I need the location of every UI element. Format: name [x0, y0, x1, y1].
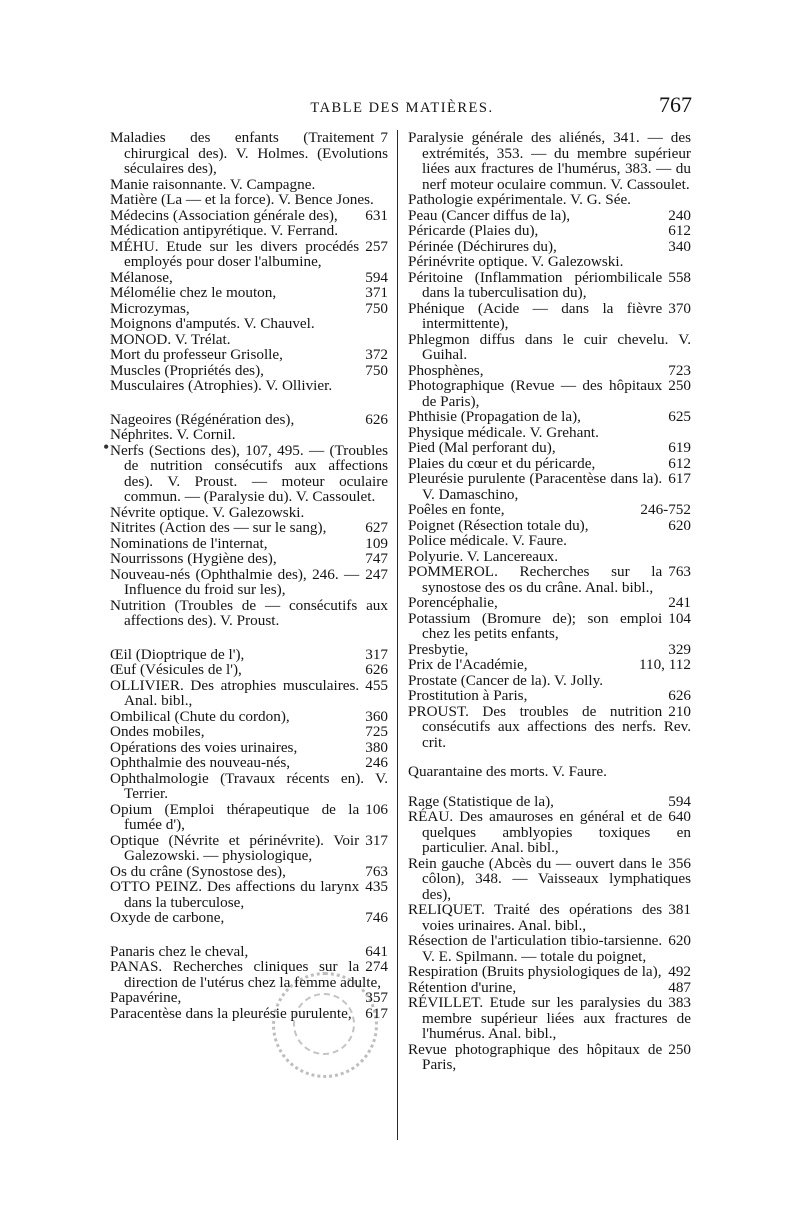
entry-text: Périnée (Déchirures du),: [408, 237, 557, 255]
entry-text: Périnévrite optique. V. Galezowski.: [408, 253, 624, 270]
index-entry: [408, 657, 691, 673]
index-entry: [110, 755, 388, 771]
entry-text: Paralysie générale des aliénés, 341. — des extrémités, 353. — du membre supérieur liées aux fractures de l'humérus, 383. — du nerf moteur oculaire commun. V. Cassoulet.: [408, 129, 691, 193]
page-ref: 594: [365, 268, 388, 286]
entry-text: Ophthalmie des nouveau-nés,: [110, 754, 291, 771]
index-entry: [408, 764, 691, 780]
index-entry: [408, 471, 691, 502]
index-entry: [110, 598, 388, 629]
section-gap: [110, 394, 388, 412]
index-entry: [408, 301, 691, 332]
page-ref: 627: [365, 519, 388, 536]
page-ref: 380: [365, 738, 388, 756]
page-ref: 106: [365, 800, 388, 818]
index-entry: [110, 520, 388, 536]
page-ref: 435: [365, 878, 388, 895]
index-entry: [408, 239, 691, 255]
entry-text: Résection de l'articulation tibio-tarsienne. V. E. Spilmann. — totale du poignet,: [408, 932, 663, 965]
entry-text: Os du crâne (Synostose des),: [110, 862, 286, 880]
entry-text: Phthisie (Propagation de la),: [408, 408, 581, 425]
entry-text: Matière (La — et la force). V. Bence Jones.: [110, 191, 374, 208]
page-ref: 247: [365, 565, 388, 583]
index-entry: [110, 505, 388, 521]
page-ref: 617: [668, 470, 691, 487]
index-entry: [408, 208, 691, 224]
section-gap: [110, 926, 388, 944]
entry-text: Pied (Mal perforant du),: [408, 439, 556, 456]
index-entry: [408, 688, 691, 704]
entry-text: RELIQUET. Traité des opérations des voies urinaires. Anal. bibl.,: [408, 901, 663, 934]
entry-text: Phénique (Acide — dans la fièvre intermittente),: [408, 299, 663, 332]
page-ref: 750: [365, 299, 388, 317]
page-ref: 558: [668, 268, 691, 286]
entry-text: Oxyde de carbone,: [110, 909, 225, 926]
page-ref: 625: [668, 408, 691, 425]
entry-text: Médication antipyrétique. V. Ferrand.: [110, 222, 339, 239]
entry-text: Physique médicale. V. Grehant.: [408, 423, 599, 441]
entry-text: Moignons d'amputés. V. Chauvel.: [110, 315, 315, 332]
page-ref: 240: [668, 206, 691, 224]
page-number: 767: [659, 92, 692, 117]
page-ref: 370: [668, 299, 691, 317]
page-ref: 210: [668, 702, 691, 720]
index-entry: [110, 567, 388, 598]
entry-text: Microzymas,: [110, 299, 190, 317]
page-ref: 492: [668, 963, 691, 980]
page-ref: 750: [365, 361, 388, 379]
page-ref: 746: [365, 909, 388, 926]
index-entry: [110, 536, 388, 552]
entry-text: POMMEROL. Recherches sur la synostose des os du crâne. Anal. bibl.,: [408, 563, 663, 596]
entry-text: PROUST. Des troubles de nutrition consécutifs aux affections des nerfs. Rev. crit.: [408, 702, 691, 751]
page-ref: 274: [365, 958, 388, 975]
page-ref: 241: [668, 594, 691, 611]
index-entry: [110, 316, 388, 332]
index-entry: [110, 740, 388, 756]
index-entry: [408, 809, 691, 856]
index-entry: [408, 502, 691, 518]
entry-text: Ophthalmologie (Travaux récents en). V. Terrier.: [110, 769, 388, 802]
page-ref: 250: [668, 1040, 691, 1058]
page-ref: 620: [668, 932, 691, 949]
page-ref: 612: [668, 454, 691, 472]
entry-text: Maladies des enfants (Traitement chirurgical des). V. Holmes. (Evolutions séculaires des),: [110, 129, 388, 177]
entry-text: Opérations des voies urinaires,: [110, 738, 298, 756]
index-entry: [408, 130, 691, 192]
entry-text: Nutrition (Troubles de — consécutifs aux affections des). V. Proust.: [110, 596, 388, 629]
page-ref: 110, 112: [638, 656, 691, 673]
page-ref: 250: [668, 377, 691, 394]
right-column: [408, 130, 691, 1073]
page-ref: 487: [668, 978, 691, 996]
index-entry: [110, 130, 388, 177]
index-entry: [110, 944, 388, 960]
page-ref: 371: [365, 284, 388, 301]
entry-text: Péricarde (Plaies du),: [408, 222, 539, 239]
page-ref: 383: [668, 994, 691, 1011]
index-entry: [408, 1042, 691, 1073]
page-ref: 317: [365, 831, 388, 849]
index-entry: [110, 427, 388, 443]
entry-text: RÉAU. Des amauroses en général et de quelques amblyopies toxiques en particulier. Anal. bibl.,: [408, 808, 691, 856]
entry-text: Prix de l'Académie,: [408, 656, 528, 673]
index-entry: [110, 443, 388, 505]
index-entry: [408, 270, 691, 301]
page-ref: 381: [668, 901, 691, 918]
entry-text: Porencéphalie,: [408, 594, 498, 611]
entry-text: Œuf (Vésicules de l'),: [110, 661, 242, 678]
entry-text: Rage (Statistique de la),: [408, 792, 554, 810]
entry-text: Papavérine,: [110, 989, 182, 1006]
index-entry: [110, 223, 388, 239]
left-column: [110, 130, 388, 1021]
entry-text: PANAS. Recherches cliniques sur la direction de l'utérus chez la femme adulte,: [110, 958, 382, 991]
entry-text: Rétention d'urine,: [408, 978, 517, 996]
page-ref: 612: [668, 222, 691, 239]
page-ref: 620: [668, 516, 691, 534]
index-entry: [110, 208, 388, 224]
entry-text: Prostitution à Paris,: [408, 687, 528, 704]
page-ref: 626: [365, 661, 388, 678]
index-entry: [110, 239, 388, 270]
entry-text: Revue photographique des hôpitaux de Paris,: [408, 1040, 663, 1073]
index-entry: [408, 673, 691, 689]
page-ref: 317: [365, 645, 388, 663]
page-ref: 763: [365, 862, 388, 880]
index-entry: [110, 864, 388, 880]
entry-text: Photographique (Revue — des hôpitaux de Paris),: [408, 377, 663, 410]
index-entry: [408, 995, 691, 1042]
index-entry: [408, 980, 691, 996]
entry-text: Optique (Névrite et périnévrite). Voir Galezowski. — physiologique,: [110, 831, 360, 864]
entry-text: Rein gauche (Abcès du — ouvert dans le côlon), 348. — Vaisseaux lymphatiques des),: [408, 854, 691, 903]
entry-text: Respiration (Bruits physiologiques de la),: [408, 963, 662, 980]
entry-text: Polyurie. V. Lancereaux.: [408, 547, 559, 565]
index-entry: [110, 879, 388, 910]
index-entry: [408, 192, 691, 208]
entry-text: Nourrissons (Hygiène des),: [110, 550, 277, 567]
index-entry: [408, 425, 691, 441]
entry-text: Prostate (Cancer de la). V. Jolly.: [408, 671, 604, 689]
entry-text: OLLIVIER. Des atrophies musculaires. Anal. bibl.,: [110, 676, 360, 709]
page-ref: 257: [365, 237, 388, 255]
index-entry: [408, 964, 691, 980]
entry-text: MÉHU. Etude sur les divers procédés employés pour doser l'albumine,: [110, 237, 360, 270]
index-entry: [408, 902, 691, 933]
index-entry: [110, 378, 388, 394]
index-entry: [110, 551, 388, 567]
entry-text: MONOD. V. Trélat.: [110, 330, 231, 348]
index-entry: [408, 933, 691, 964]
index-entry: [408, 409, 691, 425]
index-entry: [408, 223, 691, 239]
entry-text: Péritoine (Inflammation périombilicale dans la tuberculisation du),: [408, 268, 663, 301]
index-entry: [110, 270, 388, 286]
entry-text: Phosphènes,: [408, 361, 484, 379]
entry-text: Poignet (Résection totale du),: [408, 516, 589, 534]
page-ref: 360: [365, 707, 388, 725]
page-ref: 340: [668, 237, 691, 255]
section-gap: [110, 629, 388, 647]
column-divider: [397, 130, 398, 1140]
index-entry: [408, 642, 691, 658]
page-ref: 626: [365, 410, 388, 428]
index-entry: [408, 595, 691, 611]
entry-text: Nerfs (Sections des), 107, 495. — (Troubles de nutrition consécutifs aux affections des). V. Proust. — moteur oculaire commun. — (Paralysie du). V. Cassoulet.: [110, 441, 388, 505]
page-ref: 455: [365, 676, 388, 694]
entry-text: Œil (Dioptrique de l'),: [110, 645, 245, 663]
page-ref: 640: [668, 808, 691, 825]
page-ref: 725: [365, 723, 388, 740]
entry-text: Mélanose,: [110, 268, 173, 286]
entry-text: Muscles (Propriétés des),: [110, 361, 264, 379]
page-ref: 109: [365, 534, 388, 552]
entry-text: Phlegmon diffus dans le cuir chevelu. V. Guihal.: [408, 330, 691, 363]
page-ref: 641: [365, 942, 388, 960]
entry-text: Opium (Emploi thérapeutique de la fumée d'),: [110, 800, 360, 833]
index-entry: [408, 456, 691, 472]
index-entry: [408, 254, 691, 270]
index-entry: [110, 802, 388, 833]
index-entry: [110, 177, 388, 193]
index-entry: [110, 724, 388, 740]
index-entry: [408, 549, 691, 565]
index-entry: [110, 662, 388, 678]
index-entry: [110, 301, 388, 317]
entry-text: Médecins (Association générale des),: [110, 206, 338, 224]
entry-text: Nouveau-nés (Ophthalmie des), 246. — Influence du froid sur les),: [110, 565, 360, 598]
page-ref: 356: [668, 854, 691, 872]
entry-text: Ombilical (Chute du cordon),: [110, 707, 290, 725]
index-entry: [110, 412, 388, 428]
entry-text: Nageoires (Régénération des),: [110, 410, 295, 428]
entry-text: Musculaires (Atrophies). V. Ollivier.: [110, 377, 333, 394]
entry-text: Peau (Cancer diffus de la),: [408, 206, 571, 224]
entry-text: RÉVILLET. Etude sur les paralysies du membre supérieur liées aux fractures de l'humérus. Anal. bibl.,: [408, 994, 691, 1042]
entry-text: Mort du professeur Grisolle,: [110, 346, 283, 363]
index-entry: [408, 332, 691, 363]
page-ref: 626: [668, 687, 691, 704]
index-entry: [110, 192, 388, 208]
index-entry: [408, 564, 691, 595]
page-ref: 723: [668, 361, 691, 379]
page-ref: 246: [365, 754, 388, 771]
index-entry: [408, 378, 691, 409]
index-entry: [110, 347, 388, 363]
index-entry: [110, 833, 388, 864]
page-ref: 617: [365, 1004, 388, 1022]
running-title: TABLE DES MATIÈRES.: [310, 100, 494, 116]
index-entry: [408, 533, 691, 549]
index-entry: [110, 910, 388, 926]
index-entry: [110, 678, 388, 709]
page-ref: 372: [365, 346, 388, 363]
index-entry: [110, 363, 388, 379]
entry-text: Plaies du cœur et du péricarde,: [408, 454, 596, 472]
entry-text: Potassium (Bromure de); son emploi chez les petits enfants,: [408, 609, 663, 642]
entry-text: Quarantaine des morts. V. Faure.: [408, 763, 607, 780]
page-header: [112, 92, 692, 122]
entry-text: OTTO PEINZ. Des affections du larynx dans la tuberculose,: [110, 878, 360, 911]
entry-text: Manie raisonnante. V. Campagne.: [110, 175, 316, 193]
index-entry: [110, 285, 388, 301]
index-entry: [408, 856, 691, 903]
index-entry: [110, 332, 388, 348]
entry-text: Ondes mobiles,: [110, 723, 205, 740]
index-entry: [408, 518, 691, 534]
page-ref: 104: [668, 609, 691, 627]
entry-text: Panaris chez le cheval,: [110, 942, 249, 960]
page-ref: 631: [365, 206, 388, 224]
index-entry: [110, 709, 388, 725]
entry-text: Presbytie,: [408, 640, 469, 658]
entry-text: Poêles en fonte,: [408, 501, 505, 518]
entry-text: Pleurésie purulente (Paracentèse dans la). V. Damaschino,: [408, 470, 663, 503]
index-entry: [110, 647, 388, 663]
section-gap: [408, 750, 691, 764]
page-ref: 763: [668, 563, 691, 580]
index-entry: [408, 704, 691, 751]
index-entry: [408, 363, 691, 379]
entry-text: Police médicale. V. Faure.: [408, 532, 567, 549]
entry-text: Nitrites (Action des — sur le sang),: [110, 519, 327, 536]
index-entry: [110, 771, 388, 802]
entry-text: Névrite optique. V. Galezowski.: [110, 503, 305, 521]
page-ref: 594: [668, 792, 691, 810]
entry-text: Mélomélie chez le mouton,: [110, 284, 277, 301]
page-ref: 246-752: [640, 501, 691, 518]
ink-mark: •: [103, 437, 110, 457]
index-entry: [408, 611, 691, 642]
entry-text: Néphrites. V. Cornil.: [110, 426, 236, 443]
page-ref: 747: [365, 550, 388, 567]
entry-text: Nominations de l'internat,: [110, 534, 268, 552]
page-ref: 619: [668, 439, 691, 456]
page-ref: 357: [365, 989, 388, 1006]
entry-text: Paracentèse dans la pleurésie purulente,: [110, 1004, 352, 1022]
entry-text: Pathologie expérimentale. V. G. Sée.: [408, 191, 631, 208]
index-entry: [408, 794, 691, 810]
index-entry: [408, 440, 691, 456]
section-gap: [408, 780, 691, 794]
page-ref: 7: [380, 129, 388, 146]
library-stamp: [272, 972, 378, 1078]
page-ref: 329: [668, 640, 691, 658]
